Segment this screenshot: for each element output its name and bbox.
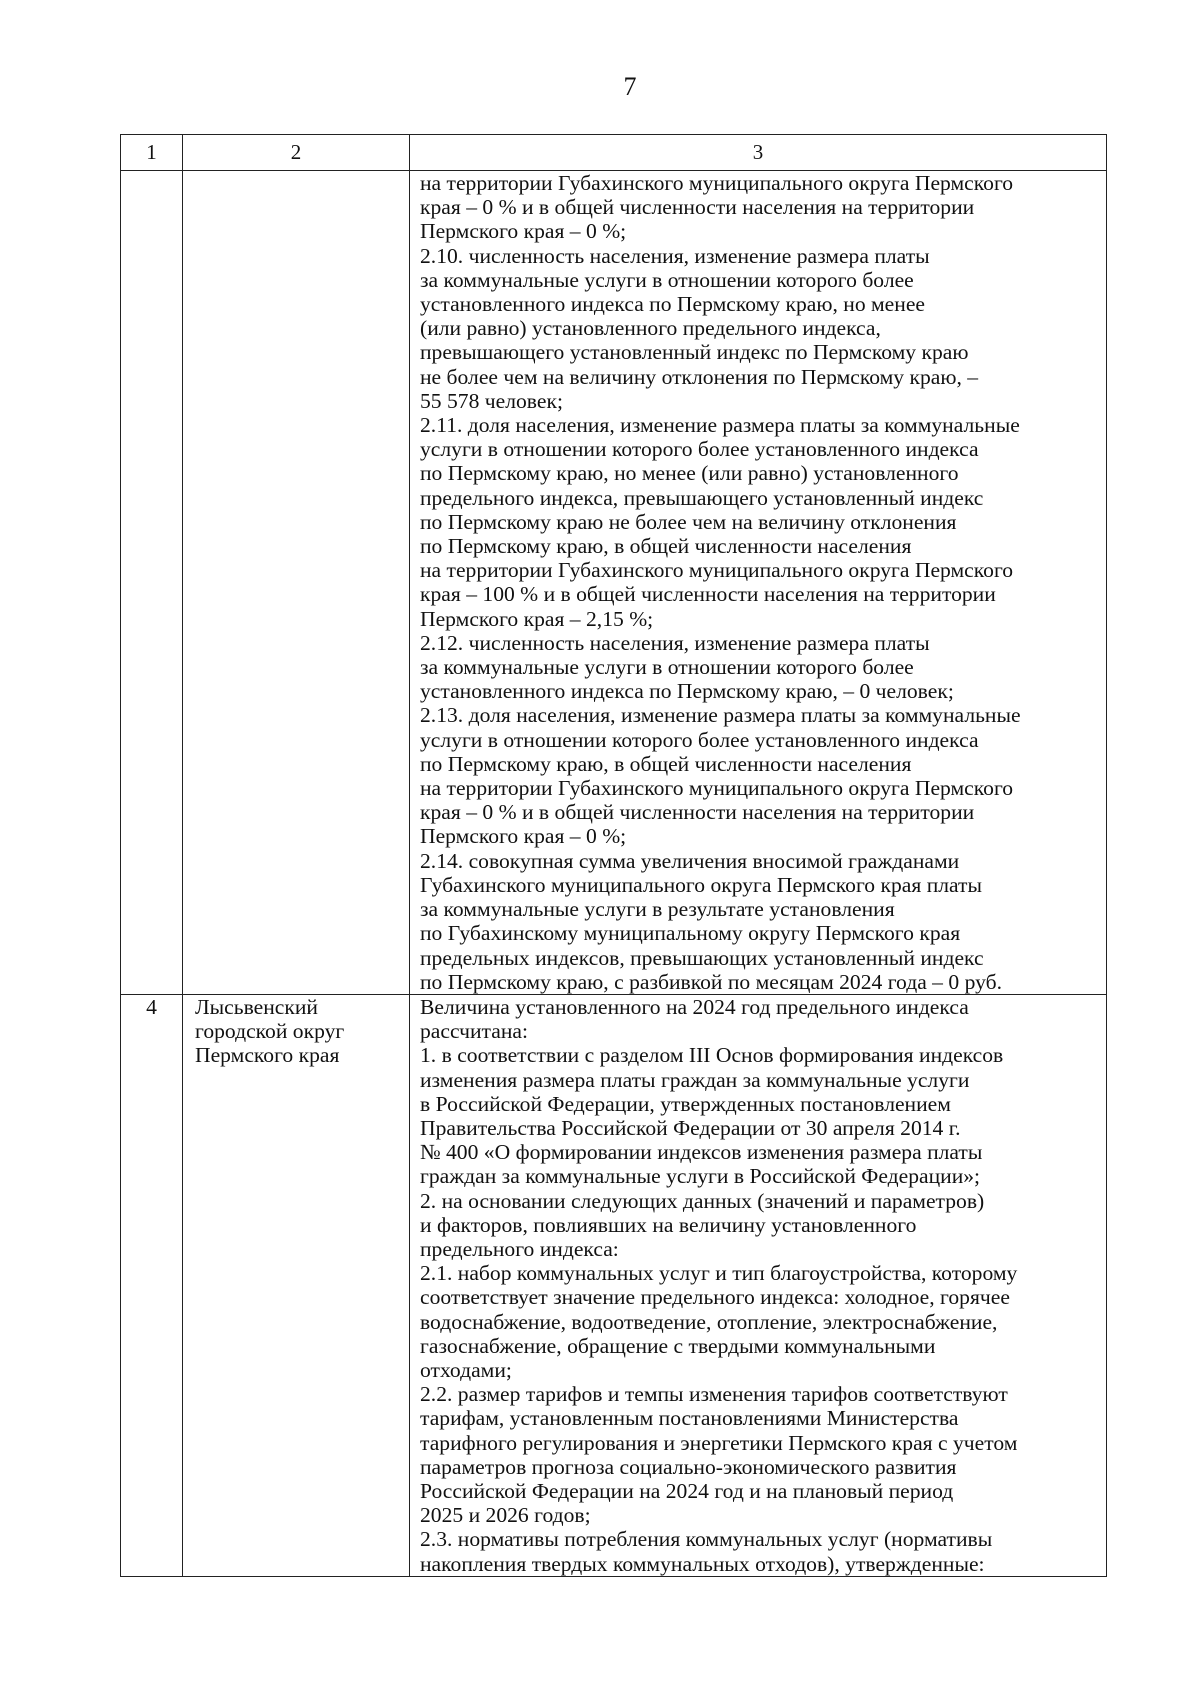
text-line: за коммунальные услуги в отношении которого более (420, 267, 914, 292)
text-line: накопления твердых коммунальных отходов), утвержденные: (420, 1551, 985, 1576)
text-line: газоснабжение, обращение с твердыми коммунальными (420, 1333, 936, 1358)
text-line: края – 0 % и в общей численности населения на территории (420, 195, 975, 220)
document-table (120, 134, 1107, 1577)
text-line: края – 0 % и в общей численности населения на территории (420, 800, 975, 825)
text-line: на территории Губахинского муниципального округа Пермского (420, 171, 1014, 195)
page-number: 7 (623, 72, 637, 101)
text-line: Пермского края – 0 %; (420, 219, 627, 244)
text-line: 2.13. доля населения, изменение размера платы за коммунальные (420, 703, 1021, 728)
text-line: соответствует значение предельного индекса: холодное, горячее (420, 1285, 1010, 1310)
text-line: параметров прогноза социально-экономического развития (420, 1454, 957, 1479)
text-line: изменения размера платы граждан за коммунальные услуги (420, 1067, 970, 1092)
continuation-number-cell (121, 171, 183, 995)
municipality-name-line: городской округ (195, 1019, 345, 1044)
municipality-name-cell (183, 994, 410, 1576)
text-line: по Губахинскому муниципальному округу Пермского края (420, 921, 961, 946)
text-line: по Пермскому краю не более чем на величину отклонения (420, 509, 957, 534)
text-line: (или равно) установленного предельного индекса, (420, 316, 881, 341)
text-line: края – 100 % и в общей численности населения на территории (420, 582, 996, 607)
text-line: по Пермскому краю, но менее (или равно) установленного (420, 461, 959, 486)
text-line: 1. в соответствии с разделом III Основ формирования индексов (420, 1043, 1004, 1068)
text-line: Пермского края – 0 %; (420, 824, 627, 849)
text-line: рассчитана: (420, 1019, 528, 1044)
text-line: не более чем на величину отклонения по Пермскому краю, – (420, 364, 979, 389)
text-line: Правительства Российской Федерации от 30 апреля 2014 г. (420, 1115, 961, 1140)
text-line: отходами; (420, 1357, 512, 1382)
text-line: Пермского края – 2,15 %; (420, 606, 654, 631)
text-line: превышающего установленный индекс по Пермскому краю (420, 340, 969, 365)
text-line: граждан за коммунальные услуги в Российской Федерации»; (420, 1164, 981, 1189)
text-line: предельного индекса, превышающего установленный индекс (420, 485, 984, 510)
text-line: Величина установленного на 2024 год предельного индекса (420, 994, 969, 1019)
text-line: 55 578 человек; (420, 388, 563, 413)
text-line: и факторов, повлиявших на величину установленного (420, 1212, 917, 1237)
text-line: на территории Губахинского муниципального округа Пермского (420, 776, 1014, 801)
column-header-3: 3 (410, 135, 1107, 171)
text-line: 2.11. доля населения, изменение размера платы за коммунальные (420, 413, 1020, 438)
text-line: водоснабжение, водоотведение, отопление, электроснабжение, (420, 1309, 998, 1334)
continuation-name-cell (183, 171, 410, 995)
column-header-1: 1 (121, 135, 183, 171)
text-line: 2.3. нормативы потребления коммунальных услуг (нормативы (420, 1527, 993, 1552)
text-line: предельного индекса: (420, 1236, 619, 1261)
text-line: в Российской Федерации, утвержденных постановлением (420, 1091, 951, 1116)
text-line: 2025 и 2026 годов; (420, 1503, 591, 1528)
text-line: за коммунальные услуги в результате установления (420, 897, 895, 922)
column-header-2: 2 (183, 135, 410, 171)
text-line: установленного индекса по Пермскому краю, но менее (420, 292, 925, 317)
text-line: установленного индекса по Пермскому краю, – 0 человек; (420, 679, 954, 704)
text-line: 2.2. размер тарифов и темпы изменения тарифов соответствуют (420, 1382, 1008, 1407)
text-line: 2.1. набор коммунальных услуг и тип благоустройства, которому (420, 1261, 1018, 1286)
text-line: на территории Губахинского муниципального округа Пермского (420, 558, 1014, 583)
municipality-name-line: Пермского края (195, 1043, 340, 1068)
text-line: по Пермскому краю, с разбивкой по месяцам 2024 года – 0 руб. (420, 969, 1002, 994)
text-line: услуги в отношении которого более установленного индекса (420, 437, 979, 462)
text-line: 2.14. совокупная сумма увеличения вносимой гражданами (420, 848, 960, 873)
text-line: по Пермскому краю, в общей численности населения (420, 534, 912, 559)
text-line: Губахинского муниципального округа Пермского края платы (420, 872, 982, 897)
table-header-row (121, 135, 1107, 171)
text-line: тарифного регулирования и энергетики Пермского края с учетом (420, 1430, 1018, 1455)
table-row-continuation (121, 171, 1107, 995)
text-line: услуги в отношении которого более установленного индекса (420, 727, 979, 752)
text-line: Российской Федерации на 2024 год и на плановый период (420, 1478, 954, 1503)
table-row-4 (121, 994, 1107, 1576)
text-line: тарифам, установленным постановлениями Министерства (420, 1406, 959, 1431)
text-line: за коммунальные услуги в отношении которого более (420, 655, 914, 680)
row-4-text-cell (410, 994, 1107, 1576)
text-line: 2.12. численность населения, изменение размера платы (420, 630, 930, 655)
continuation-text-cell (410, 171, 1107, 995)
text-line: № 400 «О формировании индексов изменения размера платы (420, 1140, 983, 1165)
text-line: предельных индексов, превышающих установленный индекс (420, 945, 984, 970)
row-number: 4 (121, 994, 183, 1576)
municipality-name-line: Лысьвенский (195, 994, 318, 1019)
text-line: по Пермскому краю, в общей численности населения (420, 751, 912, 776)
text-line: 2. на основании следующих данных (значений и параметров) (420, 1188, 985, 1213)
text-line: 2.10. численность населения, изменение размера платы (420, 243, 930, 268)
